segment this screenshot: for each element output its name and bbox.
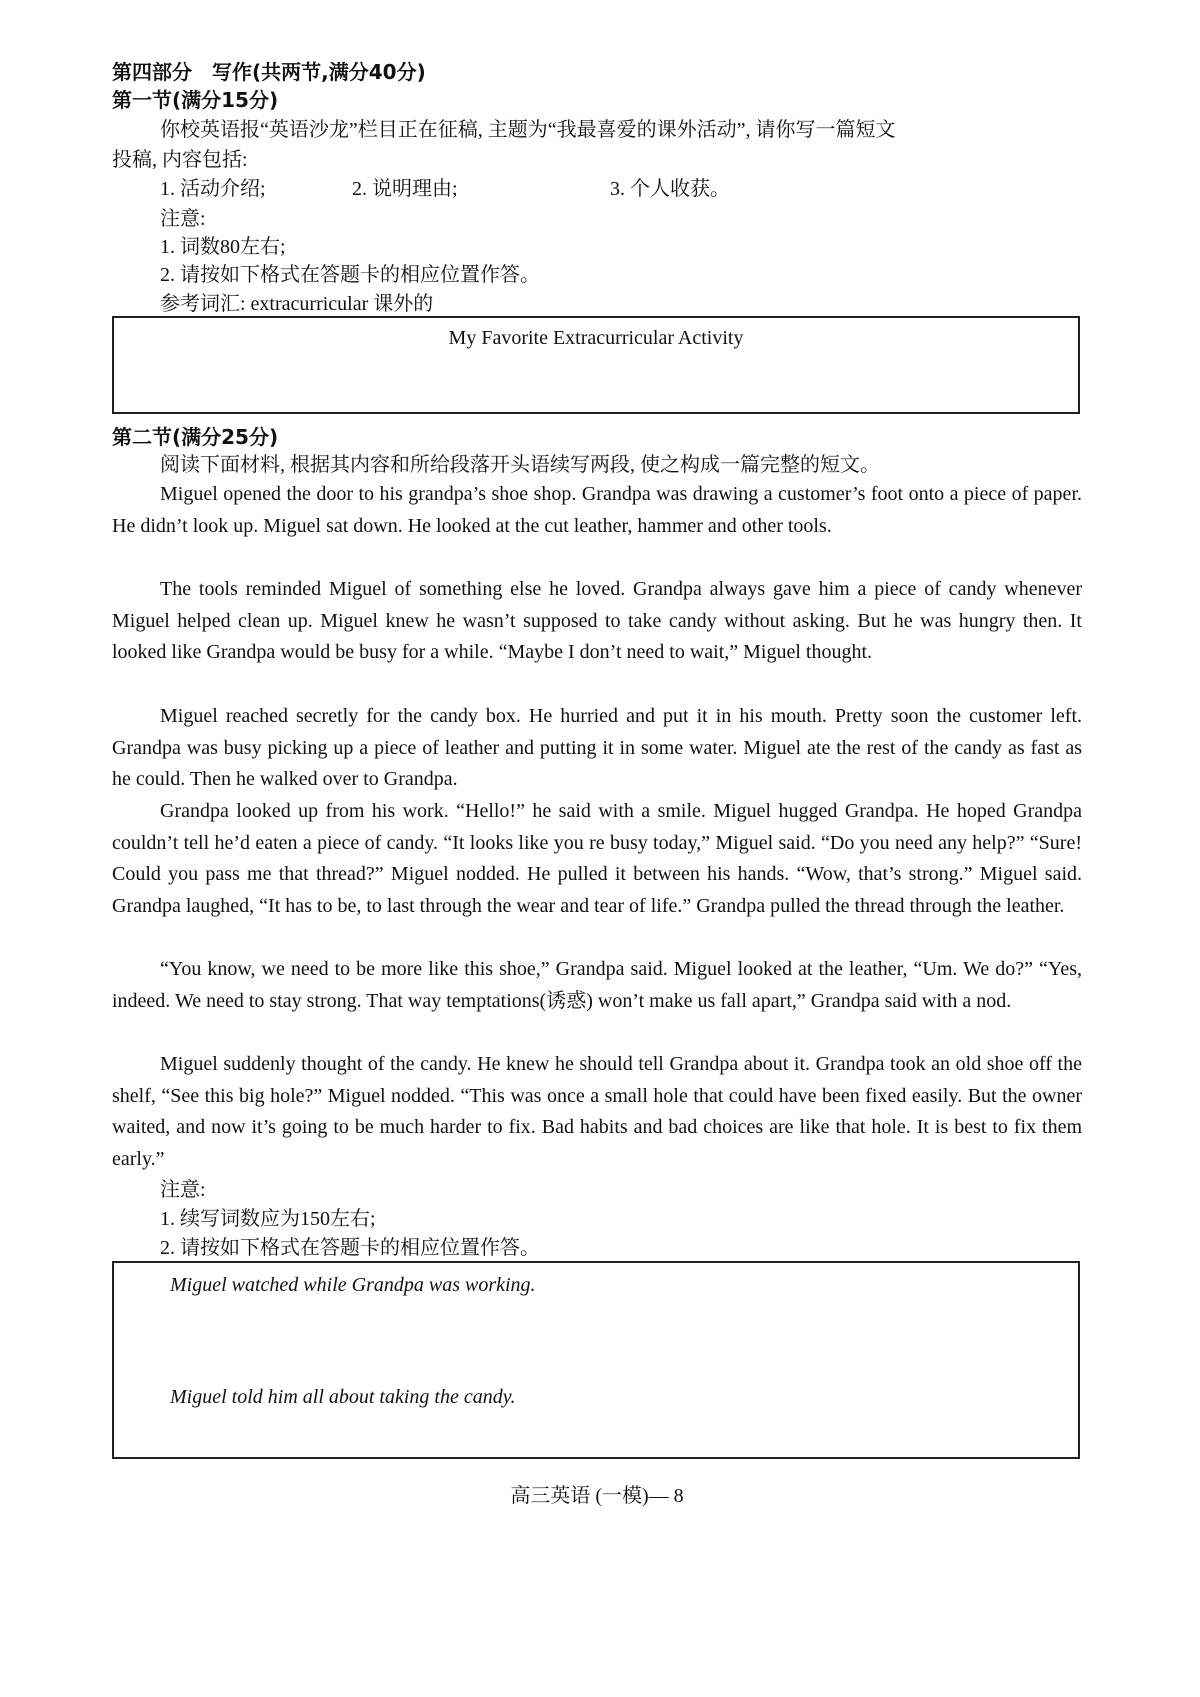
part-heading: 第四部分 写作(共两节,满分40分) <box>112 60 426 84</box>
section1-box-title: My Favorite Extracurricular Activity <box>448 327 744 349</box>
story-paragraph-1: Miguel opened the door to his grandpa’s shoe shop. Grandpa was drawing a customer’s foot onto a piece of paper. He didn’t look up. Miguel sat down. He looked at the cut leather, hammer and other tools. <box>112 483 1082 537</box>
section1-prompt-line2: 投稿, 内容包括: <box>112 149 248 171</box>
page-footer: 高三英语 (一模)— 8 <box>510 1485 684 1507</box>
story-paragraph-6: Miguel suddenly thought of the candy. He knew he should tell Grandpa about it. Grandpa took an old shoe off the shelf, “See this big hole?” Miguel nodded. “This was once a small hole that could have been fixed easily. But the owner waited, and now it’s going to be much harder to fix. Bad habits and bad choices are like that hole. It is best to fix them early.” <box>112 1053 1082 1170</box>
section1-vocab: 参考词汇: extracurricular 课外的 <box>160 293 434 315</box>
continuation-opening-1: Miguel watched while Grandpa was working. <box>170 1274 536 1296</box>
point-3: 3. 个人收获。 <box>610 178 730 200</box>
story-paragraph-2: The tools reminded Miguel of something else he loved. Grandpa always gave him a piece of candy whenever Miguel helped clean up. Miguel knew he wasn’t supposed to take candy without asking. But he was hungry then. It looked like Grandpa would be busy for a while. “Maybe I don’t need to wait,” Miguel thought. <box>112 578 1082 664</box>
section1-heading: 第一节(满分15分) <box>112 88 279 112</box>
section1-note-2: 2. 请按如下格式在答题卡的相应位置作答。 <box>160 264 540 286</box>
section2-note-label: 注意: <box>160 1179 206 1201</box>
section2-note-2: 2. 请按如下格式在答题卡的相应位置作答。 <box>160 1237 540 1259</box>
point-2: 2. 说明理由; <box>352 178 458 200</box>
story-paragraph-3: Miguel reached secretly for the candy box. He hurried and put it in his mouth. Pretty soon the customer left. Grandpa was busy picking up a piece of leather and putting it in some water. Miguel ate the rest of the candy as fast as he could. Then he walked over to Grandpa. <box>112 705 1082 791</box>
section2-note-1: 1. 续写词数应为150左右; <box>160 1208 376 1230</box>
section1-note-label: 注意: <box>160 208 206 230</box>
story-paragraph-4: Grandpa looked up from his work. “Hello!” he said with a smile. Miguel hugged Grandpa. He hoped Grandpa couldn’t tell he’d eaten a piece of candy. “It looks like you re busy today,” Miguel said. “Do you need any help?” “Sure! Could you pass me that thread?” Miguel nodded. He pulled it between his hands. “Wow, that’s strong.” Miguel said. Grandpa laughed, “It has to be, to last through the wear and tear of life.” Grandpa pulled the thread through the leather. <box>112 800 1082 917</box>
section2-instruction: 阅读下面材料, 根据其内容和所给段落开头语续写两段, 使之构成一篇完整的短文。 <box>160 454 880 476</box>
continuation-opening-2: Miguel told him all about taking the candy. <box>170 1386 516 1408</box>
section1-note-1: 1. 词数80左右; <box>160 236 286 258</box>
section1-prompt-line1: 你校英语报“英语沙龙”栏目正在征稿, 主题为“我最喜爱的课外活动”, 请你写一篇短文 <box>160 119 896 141</box>
section2-heading: 第二节(满分25分) <box>112 425 279 449</box>
point-1: 1. 活动介绍; <box>160 178 266 200</box>
story-paragraph-5: “You know, we need to be more like this shoe,” Grandpa said. Miguel looked at the leather, “Um. We do?” “Yes, indeed. We need to stay strong. That way temptations(诱惑) won’t make us fall apart,” Grandpa said with a nod. <box>112 958 1082 1012</box>
section2-answer-box <box>112 1261 1080 1459</box>
section1-answer-box <box>112 316 1080 414</box>
